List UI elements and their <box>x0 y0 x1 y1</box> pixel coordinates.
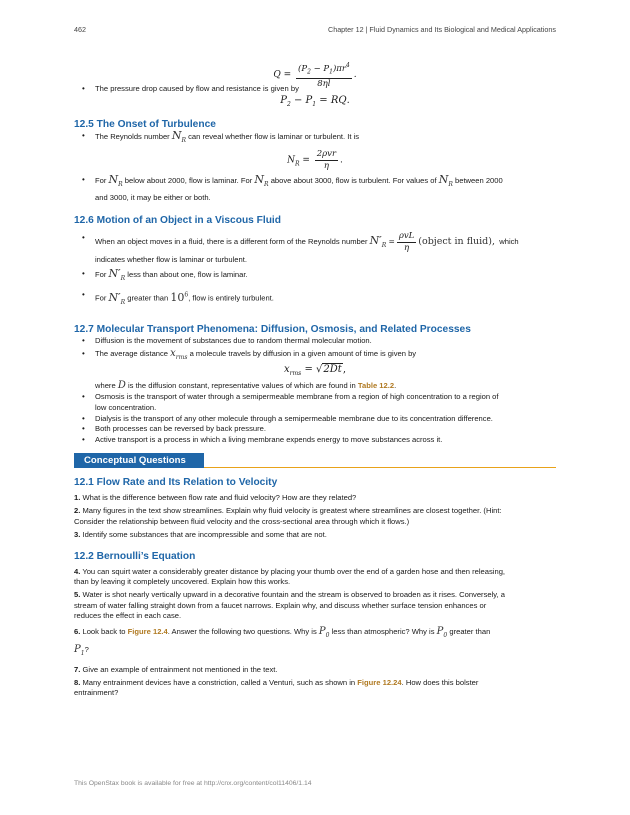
table-12-2-link[interactable]: Table 12.2 <box>357 380 395 390</box>
page-number: 462 <box>74 25 86 34</box>
question-2: 2. Many figures in the text show streamlines. Explain why fluid velocity is greatest where streamlines are closest together. (Hint: Consider the relationship between fluid velocity and the cross-sectional area through which it flows.) <box>74 506 502 526</box>
section-heading-12-5: 12.5 The Onset of Turbulence <box>74 118 216 130</box>
list-item: • When an object moves in a fluid, there is a different form of the Reynolds number $N'_R$ = $\frac{\text{ρvL}}{\eta}$ (object in fluid), which indicates whether flow is laminar or turbulent. <box>74 231 556 267</box>
list-item: • Diffusion is the movement of substances due to random thermal molecular motion. <box>74 336 556 347</box>
question-1: 1. What is the difference between flow rate and fluid velocity? How are they related? <box>74 492 357 502</box>
banner-label: Conceptual Questions <box>74 453 204 468</box>
figure-12-4-link[interactable]: Figure 12.4 <box>127 626 168 636</box>
section-heading-12-1: 12.1 Flow Rate and Its Relation to Velocity <box>74 476 278 488</box>
list-item: • Active transport is a process in which a living membrane expends energy to move substances across it. <box>74 435 556 446</box>
question-7: 7. Give an example of entrainment not mentioned in the text. <box>74 664 278 674</box>
section-heading-12-7: 12.7 Molecular Transport Phenomena: Diffusion, Osmosis, and Related Processes <box>74 324 471 336</box>
question-8: 8. Many entrainment devices have a constriction, called a Venturi, such as shown in Figure 12.24. How does this bolster entrainment? <box>74 678 479 698</box>
page-header <box>74 25 556 37</box>
diffusion-equation: $x_{rms} = √2Dt$, <box>283 363 346 377</box>
question-5: 5. Water is shot nearly vertically upward in a decorative fountain and the stream is observed to broaden as it rises. Conversely, a stream of water falling straight down from a faucet narrows. Explain why, and discuss whether surface tension enhances or reduces the effect in each case. <box>74 590 505 621</box>
page-content <box>74 60 556 699</box>
page-footer: This OpenStax book is available for free at http://cnx.org/content/col11406/1.14 <box>74 780 312 787</box>
question-6: 6. Look back to Figure 12.4. Answer the following two questions. Why is $P_0$ less than atmospheric? Why is $P_0$ greater than $P_1$? <box>74 625 491 657</box>
poiseuille-equation: Q = $\frac{(P_2 - P_1)\pi r^4}{8\eta l}$ . <box>273 62 357 89</box>
pressure-drop-equation: $P_2 - P_1$ = RQ. <box>280 94 350 108</box>
conceptual-questions-banner <box>74 453 556 468</box>
section-heading-12-2: 12.2 Bernoulli’s Equation <box>74 550 196 562</box>
list-item: • The average distance $x_{rms}$ a molecule travels by diffusion in a given amount of time is given by <box>74 347 556 364</box>
list-item: • The Reynolds number $N_R$ can reveal whether flow is laminar or turbulent. It is <box>74 131 556 147</box>
figure-12-24-link[interactable]: Figure 12.24 <box>357 678 402 688</box>
chapter-title: Chapter 12 | Fluid Dynamics and Its Biological and Medical Applications <box>328 25 556 34</box>
list-item: • Osmosis is the transport of water through a semipermeable membrane from a region of high concentration to a region of low concentration. <box>74 392 556 414</box>
list-item: • For $N'_R$ less than about one, flow is laminar. <box>74 267 556 286</box>
list-item: • For $N_R$ below about 2000, flow is laminar. For $N_R$ above about 3000, flow is turbulent. For values of $N_R$ between 2000 and 3000, it may be either or both. <box>74 173 556 204</box>
list-item: • Dialysis is the transport of any other molecule through a semipermeable membrane due to its concentration difference. <box>74 414 556 425</box>
reynolds-equation: $N_R$ = $\frac{\text{2ρvr}}{\eta}$ . <box>287 148 343 171</box>
list-item: • For $N'_R$ greater than $10^6$, flow is entirely turbulent. <box>74 286 556 312</box>
list-item: • Both processes can be reversed by back pressure. <box>74 424 556 435</box>
where-line: where D is the diffusion constant, representative values of which are found in Table 12.2. <box>95 379 397 391</box>
question-4: 4. You can squirt water a considerably greater distance by placing your thumb over the end of a garden hose and then releasing, than by leaving it completely uncovered. Explain how this works. <box>74 566 506 586</box>
section-heading-12-6: 12.6 Motion of an Object in a Viscous Fluid <box>74 214 281 226</box>
question-3: 3. Identify some substances that are incompressible and some that are not. <box>74 530 327 540</box>
list-item: • The pressure drop caused by flow and resistance is given by <box>74 84 556 95</box>
